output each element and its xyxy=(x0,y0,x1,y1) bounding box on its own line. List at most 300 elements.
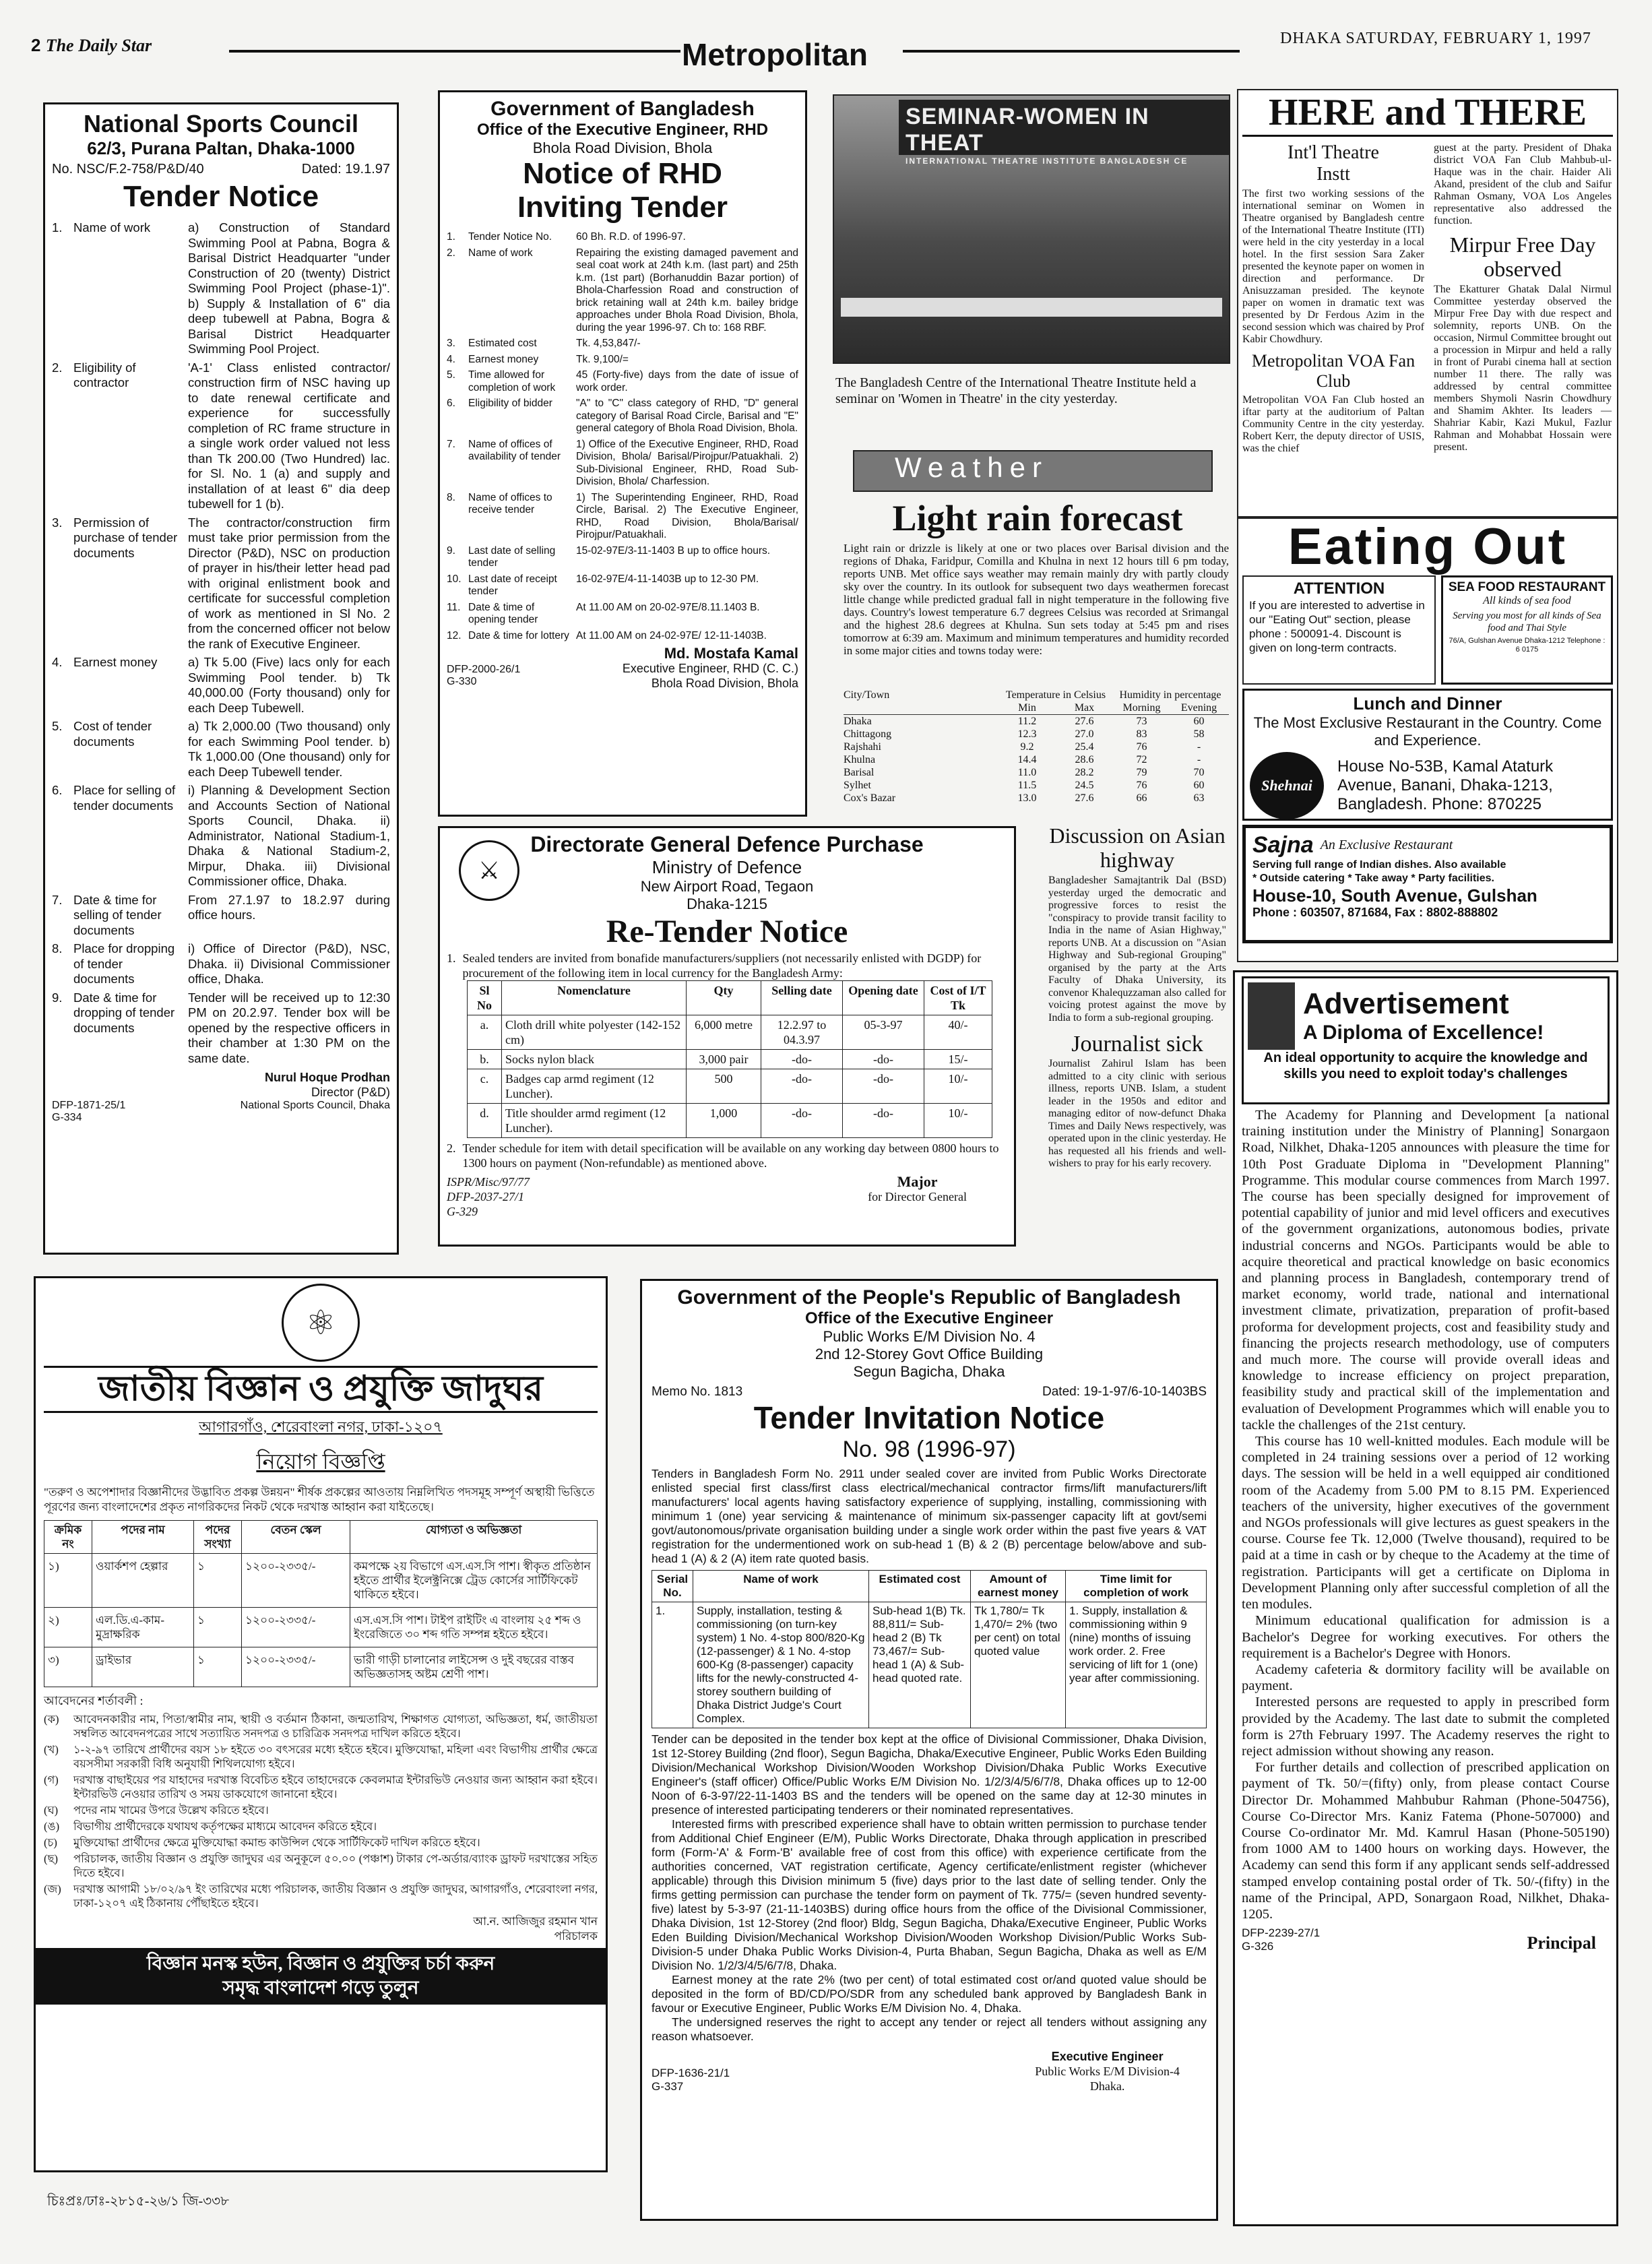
weather-cell-evening: 70 xyxy=(1193,767,1205,778)
weather-row xyxy=(844,753,1229,766)
museum-term xyxy=(44,1773,598,1801)
museum-term-key: (ঘ) xyxy=(44,1804,59,1817)
weather-cell-morning: 72 xyxy=(1136,754,1147,765)
sajna-name: Sajna xyxy=(1252,832,1314,858)
rhd-title1: Notice of RHD xyxy=(523,157,722,190)
museum-term xyxy=(44,1882,598,1910)
nsc-item-text: i) Office of Director (P&D), NSC, Dhaka. ii) Divisional Commissioner office, Dhaka. xyxy=(188,941,390,986)
advert-para1: The Academy for Planning and Development [a national training institution under the Ministry of Planning] Sonargaon Road, Nilkhet, Dhaka-1205 announces with pleasure the time for 10th Post Graduate Diploma in "Development Planning" Programme. This modular course commences from March 1997. The course has been specially designed for improvement of potential capability of junior and mid level officers and executives of the government organizations, autonomous bodies, private industrial concerns and NGOs. Participants would be able to acquire theoretical and practical knowledge on basic economics and planning process in Bangladesh, contemporary trend of market economy, world trade, national and international investment climate, privatization, preparation of profit-based proforma for development projects, cost and feasibility study and financing the projects research methodology, use of computers and much more. The course will provide overall ideas and knowledge to increase efficiency on project preparation, feasibility study and practical skill of the implementation and evaluation of Development Programmes which will enable you to tackle the challenges of the 21st century. xyxy=(1242,1108,1610,1433)
weather-cell-min: 9.2 xyxy=(1020,741,1034,753)
dgdp-cell-qty: 3,000 pair xyxy=(687,1050,761,1069)
museum-term xyxy=(44,1835,598,1850)
weather-cell-min: 11.2 xyxy=(1017,716,1037,727)
dgdp-cell-qty: 500 xyxy=(687,1069,761,1104)
nsc-signatory-org: National Sports Council, Dhaka xyxy=(240,1100,390,1111)
nsc-item-label: Eligibility of contractor xyxy=(73,360,136,389)
rhd-item-no: 1. xyxy=(447,231,455,243)
dgdp-cell-sell: -do- xyxy=(761,1104,843,1138)
dgdp-col-cost: Cost of I/T Tk xyxy=(924,981,992,1015)
rhd-item-no: 2. xyxy=(447,247,455,259)
dgdp-intro-no: 1. xyxy=(447,951,456,965)
dgdp-col-open: Opening date xyxy=(843,981,924,1015)
rhd-title2: Inviting Tender xyxy=(517,191,728,224)
rhd-item xyxy=(447,231,798,244)
dgdp-table xyxy=(467,980,992,1138)
pwd-header2: Office of the Executive Engineer xyxy=(804,1309,1054,1327)
museum-col-post: পদের নাম xyxy=(92,1521,194,1554)
pwd-tender-invitation xyxy=(640,1279,1218,2221)
weather-cell-city: Sylhet xyxy=(844,780,871,791)
weather-body: Light rain or drizzle is likely at one or two places over Barisal division and the regions of Dhaka, Faridpur, Comilla and Khulna in next 12 hours till 6 pm today, reports UNB. Met office says weather may remain mainly dry with partly cloudy sky over the country. In its outlook for subsequent two days weathermen forecast little change while predicted gradual fall in night temperature in the following five days. Country's lowest temperature 6.7 degrees Celsius was recorded at Srimangal and the highest 28.6 degrees at Khulna. Sun sets today at 5:45 pm and rises tomorrow at 6:39 am. Maximum and minimum temperatures and humidity recorded in some major cities and towns today were: xyxy=(844,542,1229,657)
dgdp-cell-sell: -do- xyxy=(761,1069,843,1104)
rhd-tender-notice xyxy=(438,90,807,817)
seminar-banner-sub: INTERNATIONAL THEATRE INSTITUTE BANGLADESH CE xyxy=(906,156,1188,166)
museum-term xyxy=(44,1803,598,1817)
museum-cell-post: ড্রাইভার xyxy=(92,1647,194,1687)
nsc-item-label: Cost of tender documents xyxy=(73,719,152,749)
museum-term xyxy=(44,1819,598,1833)
rhd-item xyxy=(447,354,798,367)
seminar-photo xyxy=(833,94,1230,364)
nsc-tender-notice xyxy=(43,102,399,1255)
nsc-item-no: 9. xyxy=(52,990,63,1005)
itti-head: Int'l Theatre Instt xyxy=(1288,142,1379,185)
nsc-item-text: The contractor/construction firm must take prior permission from the Director (P&D), NSC on production of prayer in his/their letter head pad with original enlistment book and certificate for successful completion of work as mentioned in Sl No. 2 from the concerned officer not below the rank of Executive Engineer. xyxy=(188,515,390,651)
pwd-header4: 2nd 12-Storey Govt Office Building xyxy=(815,1346,1044,1362)
rhd-item xyxy=(447,398,798,435)
shehnai-addr2: Avenue, Banani, Dhaka-1213, xyxy=(1337,776,1553,794)
seminar-table xyxy=(841,298,1222,317)
rhd-item-text: 45 (Forty-five) days from the date of issue of work order. xyxy=(576,369,798,394)
weather-cell-max: 24.5 xyxy=(1075,780,1094,791)
shehnai-addr3: Bangladesh. Phone: 870225 xyxy=(1337,795,1542,813)
pwd-col-sl: Serial No. xyxy=(652,1571,693,1602)
nsc-item-no: 2. xyxy=(52,360,63,375)
pwd-header1: Government of the People's Republic of Bangladesh xyxy=(677,1286,1181,1309)
museum-table-row xyxy=(44,1608,598,1647)
pwd-row-cost: Sub-head 1(B) Tk. 88,811/= Sub-head 2 (B) Tk 73,467/= Sub-head 1 (A) & Sub-head quoted rate. xyxy=(869,1602,971,1728)
pwd-intro: Tenders in Bangladesh Form No. 2911 under sealed cover are invited from Public Works Directorate enlisted special first class/first class electrical/mechanical contractor firms/lift manufacturers/lift manufacturers' local agents having satisfactory experience of supplying, installing, commissioning with minimum 1 (one) year servicing & maintenance of minimum six-passenger capacity lift at govt/semi govt/autonomous/private organisation building under a single work order within the past five years & VAT registration for the undermentioned work on sub-head 1 (B) & 2 (B) percentage below/above and sub-head 1 (A) & 2 (A) item rate quoted basis. xyxy=(652,1467,1207,1565)
dgdp-cell-cost: 15/- xyxy=(924,1050,992,1069)
rhd-item-label: Earnest money xyxy=(468,353,539,365)
nsc-item-no: 5. xyxy=(52,719,63,733)
shehnai-logo: Shehnai xyxy=(1250,752,1324,819)
nsc-item-text: a) Tk 2,000.00 (Two thousand) only for each Swimming Pool tender. b) Tk 1,000.00 (One thousand) only for each Deep Tubewell tender. xyxy=(188,719,390,779)
nsc-item xyxy=(52,991,390,1067)
pwd-body2: Interested firms with prescribed experience shall have to obtain written permission to purchase tender from Additional Chief Engineer (E/M), Public Works Directorate, Dhaka through application in prescribed form (Form-'A' & Form-'B' available free of cost from this office) with experience certificate from the authorities concerned, VAT registration certificate, Agency certificate/enlistment register (whichever applicable) through this Division minimum 5 (five) days prior to the last date of selling tender. Only the firms getting permission can purchase the tender form on payment of Tk. 775/= (seven hundred seventy-five) latest by 5-3-97 (21-11-1403BS) during office hours from the office of the Divisional Commissioner, Dhaka Division, 1st 12-Storey (2nd floor) Bldg, Segun Bagicha, Dhaka/Executive Engineer, Public Works Eden Building Division/Mechanical Workshop Division/Wooden Workshop Division/Public Works Sub-Division-5 under Dhaka Public Works Division-4, Purta Bhaban, Segun Bagicha, Dhaka as well as E/M Division No. 1/2/3/4/5/6/7/8, Dhaka. xyxy=(652,1817,1207,1972)
weather-cell-evening: 63 xyxy=(1193,792,1205,804)
dgdp-header1: Directorate General Defence Purchase xyxy=(530,832,924,856)
nsc-item xyxy=(52,220,390,357)
museum-table-row xyxy=(44,1554,598,1608)
weather-cell-min: 14.4 xyxy=(1017,754,1037,765)
pwd-date: Dated: 19-1-97/6-10-1403BS xyxy=(1042,1385,1207,1399)
nsc-ref2: G-334 xyxy=(52,1112,82,1123)
dgdp-ref3: G-329 xyxy=(447,1205,478,1218)
weather-cell-city: Dhaka xyxy=(844,716,872,727)
nsc-item-no: 8. xyxy=(52,941,63,955)
nsc-item xyxy=(52,783,390,889)
weather-cell-morning: 66 xyxy=(1136,792,1147,804)
dgdp-cell-cost: 10/- xyxy=(924,1104,992,1138)
weather-row xyxy=(844,766,1229,779)
shehnai-line: The Most Exclusive Restaurant in the Country. Come and Experience. xyxy=(1253,714,1602,749)
rhd-item-no: 8. xyxy=(447,491,455,503)
dgdp-ref1: ISPR/Misc/97/77 xyxy=(447,1175,530,1189)
advert-para4: Academy cafeteria & dormitory facility will be available on payment. xyxy=(1242,1662,1610,1694)
advert-tagline: An ideal opportunity to acquire the knowledge and skills you need to exploit today's challenges xyxy=(1263,1050,1588,1081)
weather-cell-max: 27.0 xyxy=(1075,728,1094,740)
weather-cell-evening: 58 xyxy=(1193,728,1205,740)
dgdp-cell-sl: d. xyxy=(468,1104,502,1138)
weather-banner-text: Weather xyxy=(854,451,1211,491)
dgdp-intro: Sealed tenders are invited from bonafide manufacturers/suppliers (not necessarily enlisted with DGDP) for procurement of the following item in local currency for the Bangladesh Army: xyxy=(462,951,982,980)
museum-recruitment-notice xyxy=(34,1276,608,2172)
apd-advertisement xyxy=(1233,970,1618,2226)
rhd-item-no: 5. xyxy=(447,369,455,381)
nsc-item-text: 'A-1' Class enlisted contractor/ construction firm of NSC having up to date renewal certificate and experience for successfully completion of RC frame structure in a single work order valued not less than Tk 200.00 (Two Hundred) lac. for Sl. No. 1 (a) and supply and installation of at least 6" dia deep tubewell for 1 (b). xyxy=(188,360,390,511)
rhd-item-text: 16-02-97E/4-11-1403B up to 12-30 PM. xyxy=(576,573,759,585)
museum-term-key: (ঙ) xyxy=(44,1820,60,1833)
rhd-item-label: Estimated cost xyxy=(468,338,537,349)
rhd-header2: Office of the Executive Engineer, RHD xyxy=(476,121,769,139)
pwd-signatory-org: Dhaka. xyxy=(1089,2079,1125,2093)
rhd-item-no: 9. xyxy=(447,544,455,557)
nsc-item xyxy=(52,719,390,780)
seafood-line: Serving you most for all kinds of Sea food and Thai Style xyxy=(1453,610,1601,633)
advert-para6: For further details and collection of prescribed application on payment of Tk. 50/=(fifty) only, from please contact Course Director Dr. Mohammed Mahbubur Rahman (Phone-504756), Course Co-Director Mrs. Kaniz Fatema (Phone-507000) and Course Co-ordinator Mr. Md. Kamrul Hasan (Phone-505190) from 1000 AM to 1400 hours on working days. However, the Academy can send this form if any applicant sends self-addressed stamped envelop containing postal order of Tk. 50/-(fifty) in the name of the Principal, APD, Sonargaon Road, Nilkhet, Dhaka-1205. xyxy=(1242,1760,1610,1922)
weather-cell-city: Barisal xyxy=(844,767,875,778)
rhd-designation: Executive Engineer, RHD (C. C.) xyxy=(622,662,798,675)
pwd-table xyxy=(652,1570,1207,1728)
pwd-body3: Earnest money at the rate 2% (two per cent) of total estimated cost or/and quoted value should be deposited in the form of BD/CD/PO/SDR from any scheduled bank approved by Bangladesh Bank in favour or Executive Engineer, Public Works E/M Division No. 4, Dhaka. xyxy=(652,1973,1207,2015)
rhd-item-text: At 11.00 AM on 24-02-97E/ 12-11-1403B. xyxy=(576,629,767,641)
museum-cell-no: ১) xyxy=(44,1554,92,1608)
masthead-rule-right xyxy=(903,50,1240,53)
museum-intro: "তরুণ ও অপেশাদার বিজ্ঞানীদের উদ্ভাবিত প্রকল্প উন্নয়ন" শীর্ষক প্রকল্পের আওতায় নিম্নলিখিত পদসমূহ সম্পূর্ণ অস্থায়ী ভিত্তিতে পূরণের জন্য বাংলাদেশের প্রকৃত নাগরিকদের নিকট থেকে দরখাস্ত আহ্বান করা যাইতেছে। xyxy=(44,1486,595,1513)
dgdp-cell-cost: 10/- xyxy=(924,1069,992,1104)
sajna-line2: * Outside catering * Take away * Party facilities. xyxy=(1252,873,1494,884)
rhd-item-label: Date & time for lottery xyxy=(468,629,569,641)
dgdp-header2: Ministry of Defence xyxy=(652,857,802,877)
seafood-name: SEA FOOD RESTAURANT xyxy=(1448,580,1606,594)
weather-cell-min: 11.5 xyxy=(1017,780,1037,791)
museum-term-text: ১-২-৯৭ তারিখে প্রার্থীদের বয়স ১৮ হইতে ৩০ বৎসরের মধ্যে হইতে হইবে। মুক্তিযোদ্ধা, মহিলা এবং বিভাগীয় প্রার্থীর ক্ষেত্রে বয়সসীমা সরকারী বিধি অনুযায়ী শিথিলযোগ্য হইবে। xyxy=(73,1743,598,1770)
rhd-item-label: Name of offices of availability of tender xyxy=(468,438,561,462)
rhd-item-label: Last date of selling tender xyxy=(468,544,556,569)
mirpur-body: The Ekatturer Ghatak Dalal Nirmul Committee yesterday observed the Mirpur Free Day with due respect and solemnity, reports UNB. On the occasion, Nirmul Committee brought out a procession in Mirpur and held a rally in front of Purabi cinema hall at section number 11 there. The rally was addressed by central committee members Shymoli Nasrin Chowdhury and Shamim Akhter. Its leaders — Shahriar Kabir, Kazi Mukul, Fazlur Rahman and Mohabbat Hossain were present. xyxy=(1434,284,1612,453)
nsc-memo: No. NSC/F.2-758/P&D/40 xyxy=(52,162,204,177)
dgdp-cell-open: -do- xyxy=(843,1050,924,1069)
museum-term-key: (গ) xyxy=(44,1773,59,1786)
weather-cell-city: Rajshahi xyxy=(844,741,881,753)
rhd-item-no: 7. xyxy=(447,438,455,450)
dgdp-table-row xyxy=(468,1015,992,1050)
weather-col-city: City/Town xyxy=(844,689,890,701)
rhd-item-no: 12. xyxy=(447,629,462,641)
seafood-tag: All kinds of sea food xyxy=(1483,595,1571,606)
museum-cell-post: ওয়ার্কশপ হেল্পার xyxy=(92,1554,194,1608)
museum-logo-icon: ⚛ xyxy=(282,1284,360,1362)
museum-term-text: বিভাগীয় প্রার্থীদেরকে যথাযথ কর্তৃপক্ষের মাধ্যমে আবেদন করিতে হইবে। xyxy=(73,1820,377,1833)
dgdp-title: Re-Tender Notice xyxy=(606,914,848,949)
rhd-item xyxy=(447,247,798,335)
nsc-item-text: i) Planning & Development Section and Accounts Section of National Sports Council, Dhaka. ii) Administrator, National Stadium-1, Dhaka & National Stadium-2, Mirpur, Dhaka. iii) Divisional Commissioner office, Dhaka. xyxy=(188,783,390,888)
fan-club-head: Metropolitan VOA Fan Club xyxy=(1251,351,1416,391)
museum-cell-pay: ১২০০-২৩৩৫/- xyxy=(242,1608,350,1647)
masthead-rule-left xyxy=(229,50,680,53)
dgdp-cell-open: 05-3-97 xyxy=(843,1015,924,1050)
pwd-title: Tender Invitation Notice xyxy=(753,1400,1105,1435)
advert-para5: Interested persons are requested to apply in prescribed form provided by the Academy. The last date to submit the completed form is 27th February 1997. The Academy reserves the right to reject admission without showing any reason. xyxy=(1242,1695,1610,1759)
dgdp-table-row xyxy=(468,1050,992,1069)
rhd-item xyxy=(447,573,798,598)
rhd-ref1: DFP-2000-26/1 xyxy=(447,664,521,675)
dgdp-cell-sell: -do- xyxy=(761,1050,843,1069)
here-there-section xyxy=(1237,89,1618,517)
dgdp-cell-sl: c. xyxy=(468,1069,502,1104)
museum-term xyxy=(44,1742,598,1771)
museum-cell-post: এল.ডি.এ-কাম-মুদ্রাক্ষরিক xyxy=(92,1608,194,1647)
nsc-item-label: Place for selling of tender documents xyxy=(73,783,176,813)
museum-cell-qual: এস.এস.সি পাশ। টাইপ রাইটিং এ বাংলায় ২৫ শব্দ ও ইংরেজিতে ৩০ শব্দ গতি সম্পন্ন হইতে হইবে। xyxy=(350,1608,598,1647)
weather-row xyxy=(844,728,1229,741)
nsc-item-label: Permission of purchase of tender documents xyxy=(73,515,178,560)
museum-term-text: পদের নাম খামের উপরে উল্লেখ করিতে হইবে। xyxy=(73,1804,269,1817)
museum-term xyxy=(44,1852,598,1880)
advert-subtitle: A Diploma of Excellence! xyxy=(1303,1021,1544,1044)
pwd-number: No. 98 (1996-97) xyxy=(842,1437,1016,1462)
weather-cell-evening: - xyxy=(1197,741,1201,753)
weather-row xyxy=(844,741,1229,753)
weather-cell-max: 28.2 xyxy=(1075,767,1094,778)
rhd-item xyxy=(447,439,798,489)
museum-cell-no: ২) xyxy=(44,1608,92,1647)
weather-cell-max: 28.6 xyxy=(1075,754,1094,765)
shehnai-addr1: House No-53B, Kamal Ataturk xyxy=(1337,757,1554,776)
museum-col-count: পদের সংখ্যা xyxy=(194,1521,242,1554)
rhd-item-no: 10. xyxy=(447,573,462,585)
museum-cell-count: ১ xyxy=(194,1554,242,1608)
dgdp-retender-notice xyxy=(438,826,1016,1247)
weather-sub-morning: Morning xyxy=(1122,702,1161,714)
dgdp-ref2: DFP-2037-27/1 xyxy=(447,1190,524,1203)
pwd-ref1: DFP-1636-21/1 xyxy=(652,2067,730,2079)
weather-cell-min: 13.0 xyxy=(1017,792,1037,804)
dgdp-cell-qty: 6,000 metre xyxy=(687,1015,761,1050)
museum-col-pay: বেতন স্কেল xyxy=(242,1521,350,1554)
museum-table xyxy=(44,1520,598,1687)
here-there-title: HERE and THERE xyxy=(1242,90,1613,137)
sajna-ad xyxy=(1242,825,1613,943)
pwd-signatory: Executive Engineer xyxy=(1051,2050,1164,2063)
seafood-ad xyxy=(1441,575,1613,685)
weather-cell-city: Khulna xyxy=(844,754,876,765)
museum-ref: চিঃপ্রঃ/ঢাঃ-২৮১৫-২৬/১ জি-৩৩৮ xyxy=(47,2194,230,2209)
seminar-caption: The Bangladesh Centre of the International Theatre Institute held a seminar on 'Women in Theatre' in the city yesterday. xyxy=(835,375,1197,406)
seminar-banner xyxy=(899,100,1229,166)
mirpur-head: Mirpur Free Day observed xyxy=(1449,232,1596,281)
museum-term-key: (খ) xyxy=(44,1743,59,1756)
dgdp-cell-cost: 40/- xyxy=(924,1015,992,1050)
rhd-item-label: Name of offices to receive tender xyxy=(468,491,552,515)
pwd-table-row xyxy=(652,1602,1207,1728)
discussion-head: Discussion on Asian highway xyxy=(1049,823,1226,872)
pwd-col-work: Name of work xyxy=(693,1571,869,1602)
nsc-item-no: 7. xyxy=(52,892,63,907)
dgdp-signatory: Major xyxy=(897,1173,938,1190)
itti-body: The first two working sessions of the international seminar on Women in Theatre organised by Bangladesh centre of the International Theatre Institute (ITI) were held in the city yesterday in a local hotel. In the first session Sara Zaker presented the keynote paper on women in direction and performance. Dr Anisuzzaman presided. The keynote paper on women in dramatic text was presented by Dr Ferdous Azim in the second session which was chaired by Prof Kabir Chowdhury. xyxy=(1242,188,1424,345)
museum-terms xyxy=(44,1712,598,1910)
nsc-item-no: 1. xyxy=(52,220,63,234)
nsc-item xyxy=(52,655,390,716)
museum-cell-qual: কমপক্ষে ২য় বিভাগে এস.এস.সি পাশ। স্বীকৃত প্রতিষ্ঠান হইতে প্রার্থীর ইলেক্ট্রনিক্সে ট্রেড কোর্সের সার্টিফিকেট থাকিতে হইবে। xyxy=(350,1554,598,1608)
museum-address: আগারগাঁও, শেরেবাংলা নগর, ঢাকা-১২০৭ xyxy=(199,1418,443,1435)
weather-sub-evening: Evening xyxy=(1180,702,1217,714)
weather-row xyxy=(844,779,1229,792)
weather-cell-max: 25.4 xyxy=(1075,741,1094,753)
weather-cell-evening: 60 xyxy=(1193,780,1205,791)
pwd-header5: Segun Bagicha, Dhaka xyxy=(853,1363,1005,1380)
rhd-item xyxy=(447,492,798,542)
sajna-line1: Serving full range of Indian dishes. Also available xyxy=(1252,859,1506,871)
dgdp-note: Tender schedule for item with detail specification will be available on any working day between 0800 hours to 1300 hours on payment (Non-refundable) as mentioned above. xyxy=(462,1141,999,1170)
museum-cell-qual: ভারী গাড়ী চালানোর লাইসেন্স ও দুই বছরের বাস্তব অভিজ্ঞতাসহ অষ্টম শ্রেণী পাশ। xyxy=(350,1647,598,1687)
discussion-body: Bangladesher Samajtantrik Dal (BSD) yesterday urged the democratic and progressive forces to resist the "conspiracy to provide transit facility to India in the name of Asian Highway," reports UNB. At a discussion on "Asian Highway and Sub-regional Grouping" organised by the party at the Arts Faculty of Dhaka University, its convenor Khalequzzaman also called for voicing protest against the move by India to form a sub-regional grouping. xyxy=(1048,875,1226,1024)
page-number: 2 The Daily Star xyxy=(31,35,152,55)
advert-para3: Minimum educational qualification for admission is a Bachelor's Degree for working executives. For others the requirement is a Bachelor's Degree with Honors. xyxy=(1242,1613,1610,1661)
nsc-item xyxy=(52,893,390,939)
nsc-item xyxy=(52,515,390,652)
weather-sub-max: Max xyxy=(1074,702,1095,714)
rhd-header3: Bhola Road Division, Bhola xyxy=(532,139,713,156)
advert-figure-icon xyxy=(1248,982,1295,1050)
shehnai-head: Lunch and Dinner xyxy=(1353,693,1502,714)
rhd-item-text: 1) Office of the Executive Engineer, RHD, Road Division, Bhola/ Barisal/Pirojpur/Patuakhali. 2) Sub-Divisional Engineer, RHD, Road Sub-Division, Bhola/ Charfession. xyxy=(576,438,798,487)
museum-term-key: (ছ) xyxy=(44,1852,58,1865)
dgdp-cell-open: -do- xyxy=(843,1069,924,1104)
museum-footer1: বিজ্ঞান মনস্ক হউন, বিজ্ঞান ও প্রযুক্তির চর্চা করুন xyxy=(146,1953,495,1974)
dgdp-cell-name: Cloth drill white polyester (142-152 cm) xyxy=(502,1015,687,1050)
pwd-designation: Public Works E/M Division-4 xyxy=(1035,2065,1180,2078)
dgdp-cell-sl: b. xyxy=(468,1050,502,1069)
weather-banner xyxy=(853,450,1213,492)
nsc-item-text: From 27.1.97 to 18.2.97 during office hours. xyxy=(188,892,390,922)
dgdp-emblem-icon: ⚔ xyxy=(459,840,519,901)
rhd-item-text: 60 Bh. R.D. of 1996-97. xyxy=(576,231,686,243)
nsc-item-text: a) Tk 5.00 (Five) lacs only for each Swimming Pool tender. b) Tk 40,000.00 (Forty thousand) only for each Deep Tubewell. xyxy=(188,655,390,715)
pwd-col-time: Time limit for completion of work xyxy=(1066,1571,1207,1602)
rhd-item xyxy=(447,369,798,394)
museum-title: জাতীয় বিজ্ঞান ও প্রযুক্তি জাদুঘর xyxy=(44,1366,598,1413)
nsc-item-label: Date & time for selling of tender documents xyxy=(73,892,162,937)
dgdp-table-row xyxy=(468,1104,992,1138)
museum-cell-pay: ১২০০-২৩৩৫/- xyxy=(242,1647,350,1687)
weather-col-hum: Humidity in percentage xyxy=(1119,689,1221,701)
dgdp-col-sl: Sl No xyxy=(468,981,502,1015)
nsc-title: Tender Notice xyxy=(123,180,319,213)
rhd-item-no: 4. xyxy=(447,353,455,365)
pwd-row-sl: 1. xyxy=(652,1602,693,1728)
museum-signatory: আ.ন. আজিজুর রহমান খান xyxy=(473,1915,598,1928)
museum-designation: পরিচালক xyxy=(554,1930,598,1943)
sajna-tag: An Exclusive Restaurant xyxy=(1320,838,1453,852)
rhd-item-label: Eligibility of bidder xyxy=(468,398,552,409)
weather-sub-min: Min xyxy=(1018,702,1036,714)
rhd-item-text: Tk. 9,100/= xyxy=(576,353,629,365)
weather-cell-min: 11.0 xyxy=(1017,767,1037,778)
weather-headline: Light rain forecast xyxy=(892,498,1183,538)
advert-ref2: G-326 xyxy=(1242,1940,1274,1953)
dgdp-header3: New Airport Road, Tegaon xyxy=(640,878,814,895)
nsc-designation: Director (P&D) xyxy=(311,1086,390,1099)
museum-term xyxy=(44,1712,598,1740)
museum-col-qual: যোগ্যতা ও অভিজ্ঞতা xyxy=(350,1521,598,1554)
dgdp-col-sell: Selling date xyxy=(761,981,843,1015)
nsc-items xyxy=(52,220,390,1066)
dgdp-cell-sell: 12.2.97 to 04.3.97 xyxy=(761,1015,843,1050)
advert-title: Advertisement xyxy=(1303,987,1509,1020)
nsc-item-text: a) Construction of Standard Swimming Pool at Pabna, Bogra & Barisal District Headquarter "under Construction of 20 (twenty) District Swimming Pool Project (phase-1)". b) Supply & Installation of 6" dia deep tubewell at Pabna, Bogra & Barisal District Headquarter Swimming Pool Project. xyxy=(188,220,390,356)
dgdp-note-no: 2. xyxy=(447,1141,456,1155)
pwd-row-money: Tk 1,780/= Tk 1,470/= 2% (two per cent) on total quoted value xyxy=(971,1602,1066,1728)
pwd-memo: Memo No. 1813 xyxy=(652,1385,743,1399)
paper-name: The Daily Star xyxy=(45,36,152,55)
pwd-row-time: 1. Supply, installation & commissioning within 9 (nine) months of issuing work order. 2. Free servicing of lift for 1 (one) year after commissioning. xyxy=(1066,1602,1207,1728)
pwd-col-money: Amount of earnest money xyxy=(971,1571,1066,1602)
weather-cell-morning: 76 xyxy=(1136,741,1147,753)
advert-signatory: Principal xyxy=(1527,1933,1596,1953)
advert-ref1: DFP-2239-27/1 xyxy=(1242,1926,1321,1940)
dgdp-cell-name: Badges cap armd regiment (12 Luncher). xyxy=(502,1069,687,1104)
pwd-body1: Tender can be deposited in the tender box kept at the office of Divisional Commissioner, Dhaka Division, 1st 12-Storey Building (2nd floor), Segun Bagicha, Dhaka/Executive Engineer, Public Works Eden Building Division/Mechanical Workshop Division/Wooden Workshop Division/Dhaka Public Works Executive Engineer's (staff officer) Office/Public Works E/M Division No. 1/2/3/4/5/6/7/8, Dhaka offices up to 12-00 Noon of 6-3-97/22-11-1403 BS and the tenders will be opened on the same day at 12-30 minutes in presence of interested participating tenderers or their nominated representatives. xyxy=(652,1732,1207,1817)
rhd-item-label: Name of work xyxy=(468,247,533,259)
dgdp-table-row xyxy=(468,1069,992,1104)
discussion-column xyxy=(1048,823,1226,1170)
rhd-signatory: Md. Mostafa Kamal xyxy=(664,645,798,662)
rhd-item xyxy=(447,602,798,627)
attention-box xyxy=(1242,575,1436,685)
pwd-body4: The undersigned reserves the right to accept any tender or reject all tenders without assigning any reason whatsoever. xyxy=(652,2015,1207,2043)
rhd-item-text: Tk. 4,53,847/- xyxy=(576,338,641,349)
dgdp-designation: for Director General xyxy=(868,1190,967,1203)
fan-club-cont: guest at the party. President of Dhaka district VOA Fan Club Mahbub-ul-Haque was in the chair. Haider Ali Akand, president of the club and Saifur Rahman Osmany, VOA Los Angeles representative also addressed the function. xyxy=(1434,142,1612,226)
rhd-item-text: "A" to "C" class category of RHD, "D" general category of Barisal Road Circle, Barisal and "E" general category of Bhola Road Division, Bhola. xyxy=(576,398,798,434)
nsc-item xyxy=(52,360,390,512)
museum-cell-count: ১ xyxy=(194,1608,242,1647)
rhd-item-no: 11. xyxy=(447,601,461,613)
nsc-item-no: 4. xyxy=(52,655,63,669)
rhd-item-text: At 11.00 AM on 20-02-97E/8.11.1403 B. xyxy=(576,601,760,613)
pwd-col-cost: Estimated cost xyxy=(869,1571,971,1602)
rhd-item-no: 6. xyxy=(447,398,455,409)
rhd-items xyxy=(447,231,798,642)
sajna-address: House-10, South Avenue, Gulshan xyxy=(1252,885,1537,906)
museum-term-key: (ক) xyxy=(44,1713,59,1726)
rhd-item xyxy=(447,338,798,350)
weather-cell-evening: - xyxy=(1197,754,1201,765)
dgdp-cell-name: Socks nylon black xyxy=(502,1050,687,1069)
rhd-item-text: 1) The Superintending Engineer, RHD, Road Circle, Barisal. 2) The Executive Engineer, RHD, Road Division, Bhola/Barisal/ Pirojpur/Patuakhali. xyxy=(576,491,798,540)
museum-table-row xyxy=(44,1647,598,1687)
nsc-item-label: Place for dropping of tender documents xyxy=(73,941,175,986)
nsc-item-text: Tender will be received up to 12:30 PM on 20.2.97. Tender box will be opened by the respective officers in their chamber at 1:30 PM on the same date. xyxy=(188,990,390,1065)
weather-cell-city: Cox's Bazar xyxy=(844,792,896,804)
museum-term-key: (জ) xyxy=(44,1883,61,1895)
weather-table xyxy=(844,689,1229,805)
rhd-item xyxy=(447,630,798,643)
nsc-date: Dated: 19.1.97 xyxy=(301,162,390,177)
